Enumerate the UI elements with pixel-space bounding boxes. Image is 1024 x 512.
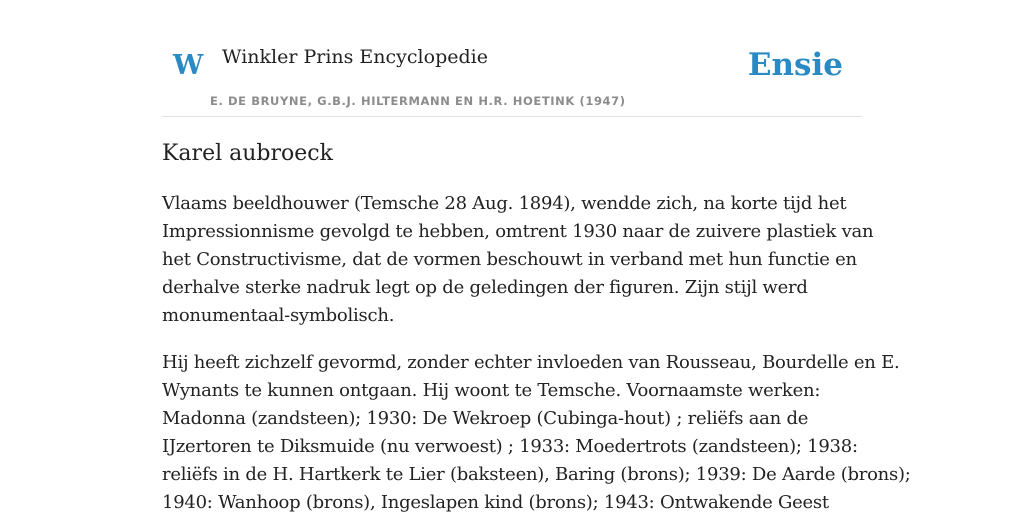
book-title[interactable]: Winkler Prins Encyclopedie: [222, 46, 488, 68]
winkler-prins-logo[interactable]: W: [173, 50, 204, 81]
book-authors: E. DE BRUYNE, G.B.J. HILTERMANN EN H.R. HOETINK (1947): [210, 94, 626, 108]
text-line: Madonna (zandsteen); 1930: De Wekroep (Cubinga-hout) ; reliëfs aan de: [162, 408, 809, 429]
ensie-logo-link[interactable]: Ensie: [747, 47, 843, 83]
text-line: het Constructivisme, dat de vormen beschouwt in verband met hun functie en: [162, 249, 857, 270]
text-line: Hij heeft zichzelf gevormd, zonder echter invloeden van Rousseau, Bourdelle en E.: [162, 352, 900, 373]
text-line: monumentaal-symbolisch.: [162, 305, 395, 326]
text-line: IJzertoren te Diksmuide (nu verwoest) ; 1933: Moedertrots (zandsteen); 1938:: [162, 436, 858, 457]
entry-title: Karel aubroeck: [162, 141, 333, 166]
source-header: [162, 0, 862, 117]
article-paragraph-1: [162, 190, 874, 330]
text-line: derhalve sterke nadruk legt op de geledingen der figuren. Zijn stijl werd: [162, 277, 808, 298]
text-line: Vlaams beeldhouwer (Temsche 28 Aug. 1894), wendde zich, na korte tijd het: [162, 193, 847, 214]
article-paragraph-2: [162, 349, 911, 512]
text-line: 1940: Wanhoop (brons), Ingeslapen kind (brons); 1943: Ontwakende Geest: [162, 492, 829, 512]
text-line: Wynants te kunnen ontgaan. Hij woont te Temsche. Voornaamste werken:: [162, 380, 821, 401]
text-line: reliëfs in de H. Hartkerk te Lier (baksteen), Baring (brons); 1939: De Aarde (brons);: [162, 464, 911, 485]
article: [162, 138, 911, 512]
text-line: Impressionnisme gevolgd te hebben, omtrent 1930 naar de zuivere plastiek van: [162, 221, 874, 242]
